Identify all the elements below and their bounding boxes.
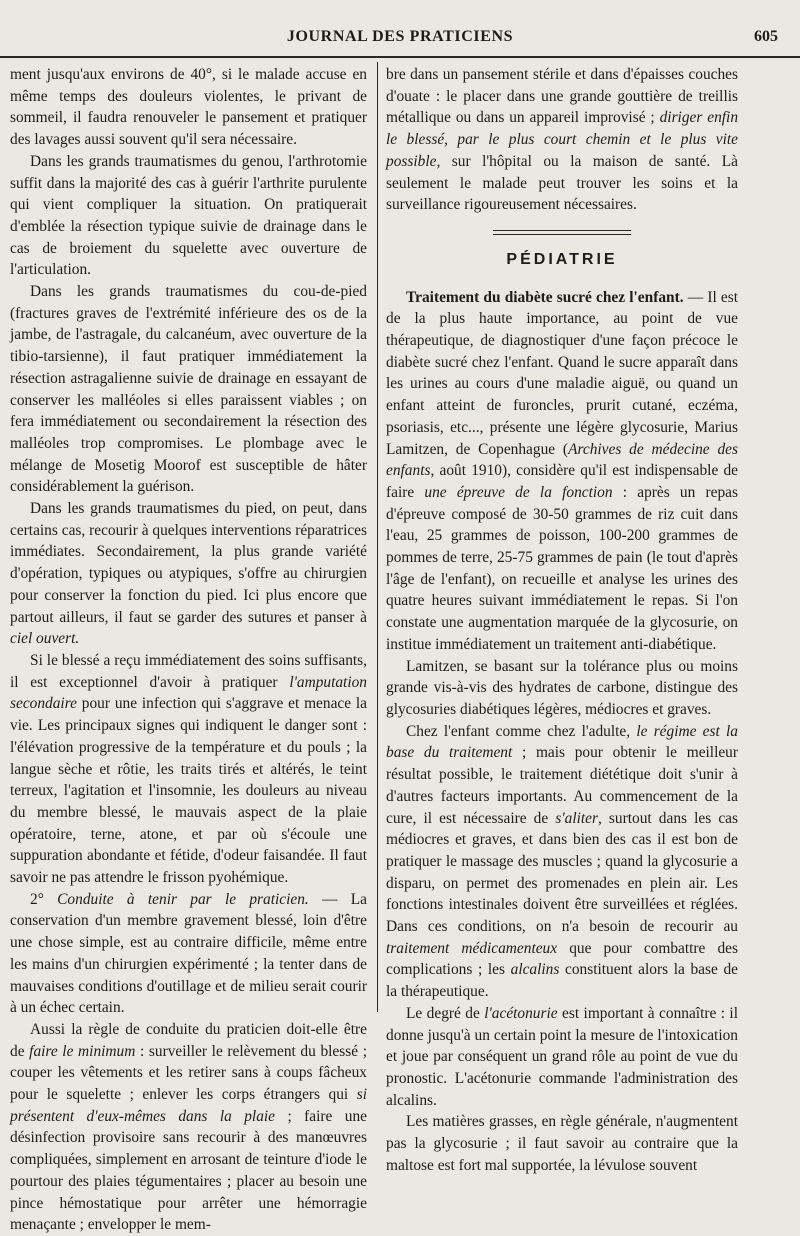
section-separator [386,230,738,235]
paragraph: Dans les grands traumatismes du pied, on peut, dans certains cas, recourir à quelques interventions réparatrices immédiates. Secondairement, la plus grande variété d'opération, typiques ou atypiques, s'offre au chirurgien pour conserver la fonction du pied. Ici plus encore que partout ailleurs, il faut se garder des sutures et panser à ciel ouvert. [10,500,367,648]
paragraph: Aussi la règle de conduite du praticien doit-elle être de faire le minimum : surveiller le relèvement du blessé ; couper les vêtements et les retirer sans à coups fâcheux pour le squelette ; enlever les corps étrangers qui si présentent d'eux-mêmes dans la plaie ; faire une désinfection provisoire sans recourir à des manœuvres compliquées, simplement en arrosant de teinture d'iode le pourtour des plaies tégumentaires ; placer au besoin une pince hémostatique pour arrêter une hémorragie menaçante ; envelopper le mem- [10,1020,367,1234]
page-number: 605 [754,28,778,45]
paragraph: Traitement du diabète sucré chez l'enfant. — Il est de la plus haute importance, au point de vue thérapeutique, de diagnostiquer d'une façon précoce le diabète sucré chez l'enfant. Quand le sucre apparaît dans les urines au cours d'une maladie aiguë, ou quand un enfant atteint de furoncles, prurit cutané, eczéma, psoriasis, etc..., présente une légère glycosurie, Marius Lamitzen, de Copenhague (Archives de médecine des enfants, août 1910), considère qu'il est indispensable de faire une épreuve de la fonction : après un repas d'épreuve composé de 30-50 grammes de riz cuit dans l'eau, 25 grammes de poisson, 100-200 grammes de pommes de terre, 25-75 grammes de pain (le tout d'après l'âge de l'enfant), on recueille et analyse les urines des quatre heures suivant immédiatement le repas. Si l'on constate une augmentation marquée de la glycosurie, on institue immédiatement un traitement anti-diabétique. [386,288,739,653]
paragraph: Dans les grands traumatismes du cou-de-pied (fractures graves de l'extrémité inférieure des os de la jambe, de l'astragale, du calcanéum, avec ouverture de la tibio-tarsienne), il faut pratiquer immédiatement la résection astragalienne suivie de drainage en essayant de conserver les malléoles si elles paraissent viables ; on fera immédiatement ou secondairement la résection des malléoles trop compromises. Le plombage avec le mélange de Mosetig Moorof est susceptible de hâter considérablement la guérison. [10,283,367,496]
column-divider [377,62,378,1012]
article-title: Traitement du diabète sucré chez l'enfant. [406,288,684,306]
section-rule [493,230,631,231]
paragraph: Lamitzen, se basant sur la tolérance plus ou moins grande vis-à-vis des hydrates de carbone, distingue des glycosuries diabétiques légères, médiocres et graves. [386,657,738,718]
paragraph: Le degré de l'acétonurie est important à connaître : il donne jusqu'à un certain point la mesure de l'intoxication et joue par conséquent un grand rôle au point de vue du pronostic. L'acétonurie commande l'administration des alcalins. [386,1004,738,1109]
paragraph: Les matières grasses, en règle générale, n'augmentent pas la glycosurie ; il faut savoir au contraire que la maltose est fort mal supportée, la lévulose souvent [386,1113,738,1174]
section-rule [493,234,631,235]
paragraph: 2° Conduite à tenir par le praticien. — La conservation d'un membre gravement blessé, loin d'être une chose simple, est au contraire difficile, même entre les mains d'un chirurgien expérimenté ; la tenter dans de mauvaises conditions d'outillage et de milieu serait courir à un échec certain. [10,890,367,1017]
paragraph: bre dans un pansement stérile et dans d'épaisses couches d'ouate : le placer dans une grande gouttière de treillis métallique ou dans un appareil improvisé ; diriger enfin le blessé, par le plus court chemin et le plus vite possible, sur l'hôpital ou la maison de santé. Là seulement le malade peut trouver les soins et la surveillance rigoureusement nécessaires. [386,66,739,214]
paragraph: ment jusqu'aux environs de 40°, si le malade accuse en même temps des douleurs violentes, le privant de sommeil, il faudra renouveler le pansement et pratiquer des lavages aussi souvent qu'il sera nécessaire. [10,66,367,149]
section-heading: PÉDIATRIE [506,250,618,268]
running-title: JOURNAL DES PRATICIENS [286,28,514,45]
left-column [10,64,367,1236]
paragraph: Chez l'enfant comme chez l'adulte, le régime est la base du traitement ; mais pour obtenir le meilleur résultat possible, le traitement diététique doit s'unir à d'autres facteurs importants. Au commencement de la cure, il est nécessaire de s'aliter, surtout dans les cas médiocres et graves, et dans bien des cas il est bon de pratiquer le massage des muscles ; quand la glycosurie a disparu, on permet des promenades en plein air. Les fonctions intestinales doivent être surveillées et réglées. Dans ces conditions, on n'a besoin de recourir au traitement médicamenteux que pour combattre des complications ; les alcalins constituent alors la base de la thérapeutique. [386,722,739,1001]
paragraph: Si le blessé a reçu immédiatement des soins suffisants, il est exceptionnel d'avoir à pratiquer l'amputation secondaire pour une infection qui s'aggrave et menace la vie. Les principaux signes qui indiquent le danger sont : l'élévation progressive de la température et du pouls ; la langue sèche et rôtie, les traits tirés et altérés, le teint terreux, l'agitation et l'insomnie, les douleurs au niveau du membre blessé, le mauvais aspect de la plaie opératoire, terne, atone, et par où s'écoule une suppuration abondante et fétide, d'odeur faisandée. Il faut savoir ne pas attendre le frisson pyohémique. [10,651,367,887]
right-column [386,64,738,1176]
paragraph: Dans les grands traumatismes du genou, l'arthrotomie suffit dans la majorité des cas à guérir l'arthrite purulente qui vient compliquer la situation. On pratiquerait d'emblée la résection typique suivie de drainage dans le cas de broiement du squelette avec ouverture de l'articulation. [10,152,367,279]
page-header [0,28,800,52]
header-rule [0,56,800,58]
